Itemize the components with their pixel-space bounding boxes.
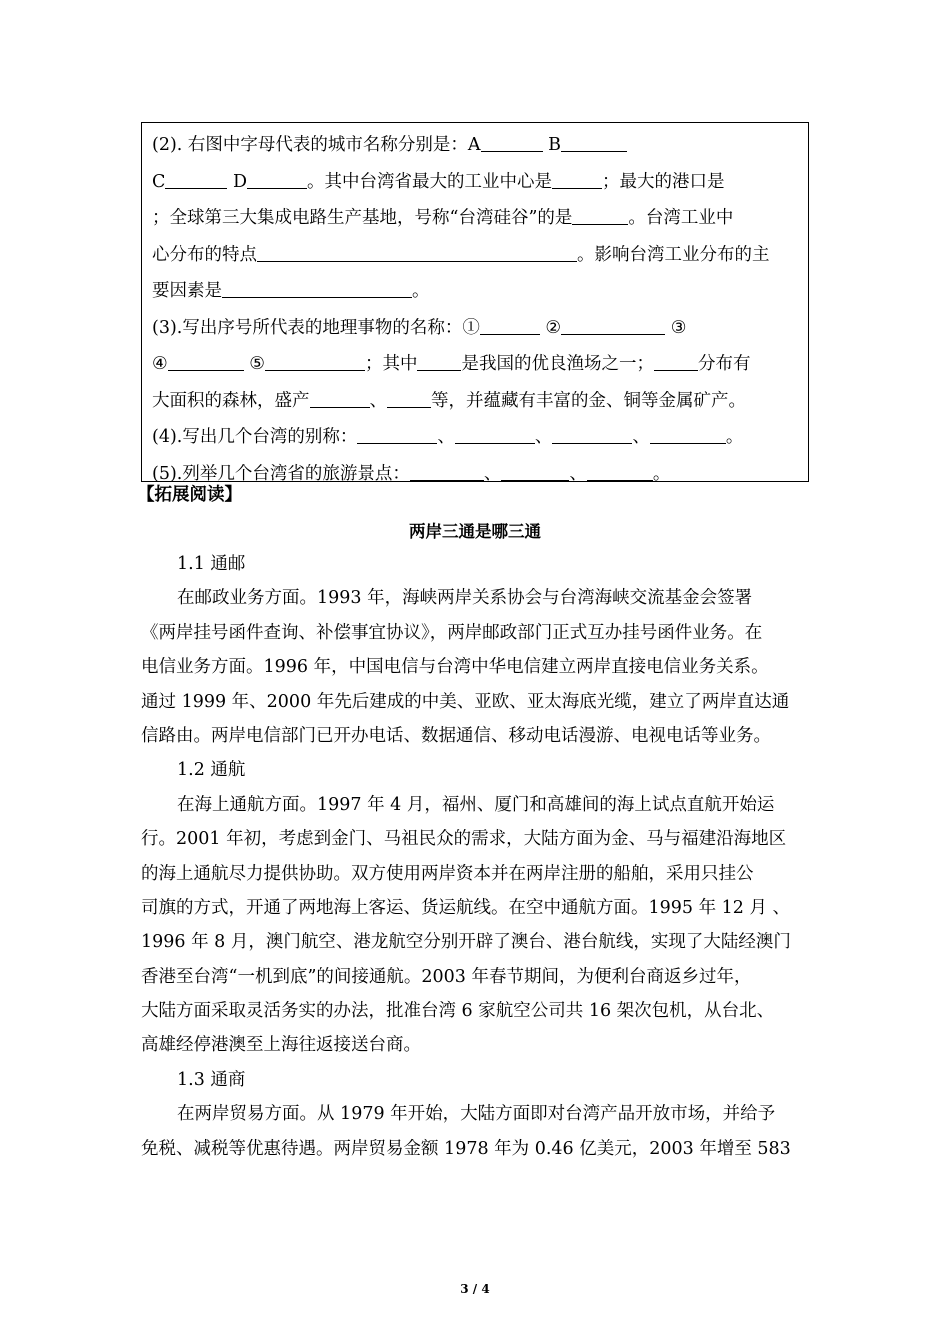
article-line: 免税、减税等优惠待遇。两岸贸易金额 1978 年为 0.46 亿美元，2003 年增至 583	[141, 1138, 791, 1159]
blank-attraction-3[interactable]	[587, 461, 653, 480]
question-3-line-1: (3).写出序号所代表的地理事物的名称：① ② ③	[152, 310, 808, 347]
blank-main-factors[interactable]	[222, 279, 412, 298]
blank-alias-4[interactable]	[650, 425, 726, 444]
blank-silicon-valley[interactable]	[572, 206, 628, 225]
blank-attraction-1[interactable]	[410, 461, 484, 480]
blank-product-1[interactable]	[310, 388, 370, 407]
blank-alias-2[interactable]	[455, 425, 535, 444]
article-line: 在海上通航方面。1997 年 4 月，福州、厦门和高雄间的海上试点直航开始运	[177, 794, 775, 815]
blank-industrial-center[interactable]	[552, 169, 602, 188]
blank-attraction-2[interactable]	[501, 461, 569, 480]
article-line: 高雄经停港澳至上海往返接送台商。	[141, 1035, 421, 1056]
article-line: 香港至台湾“一机到底”的间接通航。2003 年春节期间，为便利台商返乡过年，	[141, 966, 752, 987]
blank-alias-1[interactable]	[357, 425, 437, 444]
question-2-line-4: 心分布的特点 。影响台湾工业分布的主	[152, 237, 808, 274]
blank-city-a[interactable]	[481, 133, 543, 152]
blank-fishing-ground[interactable]	[417, 352, 461, 371]
article-line: 在邮政业务方面。1993 年，海峡两岸关系协会与台湾海峡交流基金会签署	[177, 588, 753, 609]
question-5: (5).列举几个台湾省的旅游景点： 、 、 。	[152, 456, 808, 493]
blank-item-1[interactable]	[480, 315, 540, 334]
exercise-box	[141, 122, 809, 482]
question-2-line-1: (2). 右图中字母代表的城市名称分别是：A B	[152, 127, 808, 164]
article-line: 1.1 通邮	[177, 554, 246, 574]
question-4: (4).写出几个台湾的别称： 、 、 、 。	[152, 419, 808, 456]
blank-city-b[interactable]	[561, 133, 627, 152]
question-2-line-2: C D 。其中台湾省最大的工业中心是 ；最大的港口是	[152, 164, 808, 201]
blank-item-2[interactable]	[561, 315, 665, 334]
question-3-line-3: 大面积的森林，盛产 、 等，并蕴藏有丰富的金、铜等金属矿产。	[152, 383, 808, 420]
blank-item-4[interactable]	[168, 352, 244, 371]
article-line: 通过 1999 年、2000 年先后建成的中美、亚欧、亚太海底光缆，建立了两岸直达通	[141, 691, 790, 712]
article-line: 的海上通航尽力提供协助。双方使用两岸资本并在两岸注册的船舶，采用只挂公	[141, 863, 754, 884]
blank-distribution-features[interactable]	[257, 242, 577, 261]
article-line: 1.2 通航	[177, 760, 246, 781]
blank-city-d[interactable]	[247, 169, 307, 188]
article-line: 在两岸贸易方面。从 1979 年开始，大陆方面即对台湾产品开放市场，并给予	[177, 1104, 776, 1125]
article-line: 1996 年 8 月，澳门航空、港龙航空分别开辟了澳台、港台航线，实现了大陆经澳门	[141, 932, 791, 953]
article-line: 行。2001 年初，考虑到金门、马祖民众的需求，大陆方面为金、马与福建沿海地区	[141, 829, 787, 850]
article-line: 信路由。两岸电信部门已开办电话、数据通信、移动电话漫游、电视电话等业务。	[141, 725, 771, 746]
page-number: 3 / 4	[460, 1282, 490, 1296]
question-3-line-2: ④ ⑤ ；其中 是我国的优良渔场之一； 分布有	[152, 346, 808, 383]
blank-forest-area[interactable]	[654, 352, 698, 371]
article-line: 司旗的方式，开通了两地海上客运、货运航线。在空中通航方面。1995 年 12 月 、	[141, 897, 791, 918]
article-line: 电信业务方面。1996 年，中国电信与台湾中华电信建立两岸直接电信业务关系。	[141, 657, 769, 678]
article-body	[141, 547, 821, 1166]
article-line: 《两岸挂号函件查询、补偿事宜协议》，两岸邮政部门正式互办挂号函件业务。在	[141, 622, 763, 643]
blank-item-5[interactable]	[265, 352, 365, 371]
section-heading: 【拓展阅读】	[137, 485, 242, 505]
blank-alias-3[interactable]	[552, 425, 632, 444]
question-2-line-3: ；全球第三大集成电路生产基地，号称“台湾硅谷”的是 。台湾工业中	[152, 200, 808, 237]
article-line: 1.3 通商	[177, 1069, 246, 1090]
article-title: 两岸三通是哪三通	[409, 522, 541, 541]
article-line: 大陆方面采取灵活务实的办法，批准台湾 6 家航空公司共 16 架次包机，从台北、	[141, 1001, 775, 1022]
question-2-line-5: 要因素是 。	[152, 273, 808, 310]
blank-city-c[interactable]	[165, 169, 227, 188]
blank-product-2[interactable]	[387, 388, 431, 407]
